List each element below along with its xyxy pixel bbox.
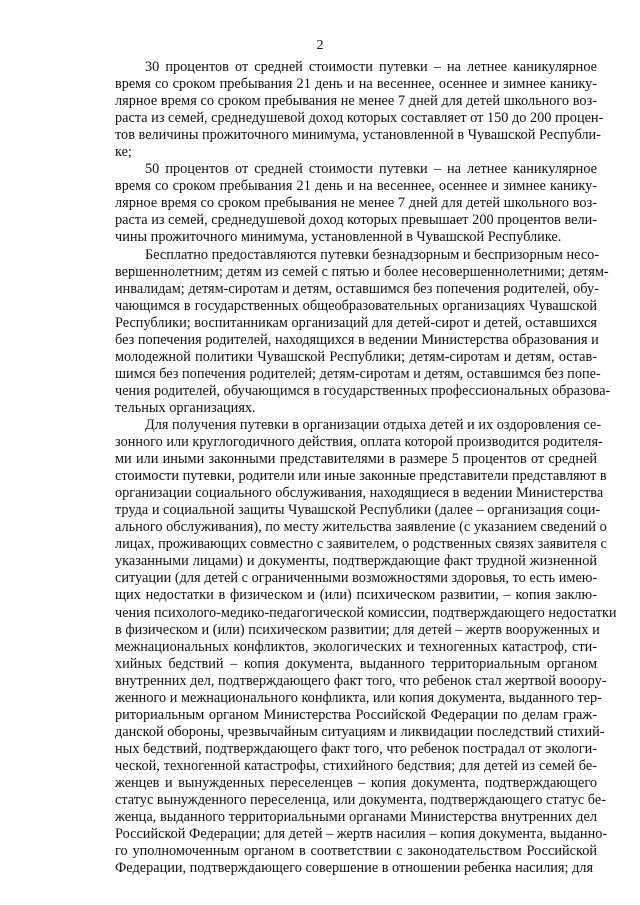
text-line: Республики; воспитанникам организаций для детей-сирот и детей, оставшихся [115,314,597,331]
text-line: Российской Федерации; для детей – жертв насилия – копия документа, выданно- [115,826,608,843]
text-line: женцев и вынужденных переселенцев – копия документа, подтверждающего [115,774,597,791]
text-line: без попечения родителей, находящихся в ведении Министерства образования и [115,331,599,348]
text-line: зонного или круглогодичного действия, оплата которой производится родителя- [115,434,603,451]
text-line: шимся без попечения родителей; детям-сиротам и детям, оставшимся без попе- [115,365,601,382]
text-line: ситуации (для детей с ограниченными возможностями здоровья, то есть имею- [115,570,598,587]
text-line: чения психолого-медико-педагогической комиссии, подтверждающего недостатки [115,604,617,621]
text-line: ми или иными законными представителями в размере 5 процентов от средней [115,451,597,468]
text-line: 50 процентов от средней стоимости путевки – на летнее каникулярное [145,161,597,178]
paragraph-free-vouchers [115,246,611,417]
text-line: в физическом и (или) психическом развитии; для детей – жертв вооруженных и [115,621,600,638]
paragraph-fee-50-percent [115,161,597,246]
text-line: внутренних дел, подтверждающего факт того, что ребенок стал жертвой вооору- [115,672,607,689]
text-line: тов величины прожиточного минимума, установленной в Чувашской Республи- [115,127,601,144]
text-line: лярное время со сроком пребывания не менее 7 дней для детей школьного воз- [115,93,597,110]
text-line: труда и социальной защиты Чувашской Республики (далее – организация соци- [115,502,601,519]
text-line: чающимся в государственных общеобразовательных организациях Чувашской [115,297,597,314]
text-line: раста из семей, среднедушевой доход которых превышает 200 процентов вели- [115,212,597,229]
text-line: тельных организациях. [115,399,256,416]
text-line: ческой, техногенной катастрофы, стихийного бедствия; для детей из семей бе- [115,757,597,774]
text-line: ке; [115,144,132,161]
text-line: Федерации, подтверждающего совершение в отношении ребенка насилия; для [115,860,594,877]
text-line: лярное время со сроком пребывания не менее 7 дней для детей школьного воз- [115,195,597,212]
text-line: данской обороны, чрезвычайным ситуациям и ликвидации последствий стихий- [115,723,605,740]
paragraph-fee-30-percent [115,59,604,161]
text-line: инвалидам; детям-сиротам и детям, оставшимся без попечения родителей, обу- [115,280,599,297]
text-line: го уполномоченным органом в соответствии с законодательством Российской [115,843,597,860]
text-line: межнациональных конфликтов, экологических и техногенных катастроф, сти- [115,638,597,655]
paragraph-voucher-application [115,416,617,877]
text-line: организации социального обслуживания, находящиеся в ведении Министерства [115,485,604,502]
text-line: время со сроком пребывания 21 день и на весеннее, осеннее и зимнее канику- [115,178,597,195]
text-line: Для получения путевки в организации отдыха детей и их оздоровления се- [145,416,602,433]
text-line: женного и межнационального конфликта, или копия документа, выданного тер- [115,689,602,706]
text-line: время со сроком пребывания 21 день и на весеннее, осеннее и зимнее канику- [115,76,597,93]
text-line: ального обслуживания), по месту жительства заявление (с указанием сведений о [115,519,607,536]
page-number: 2 [316,38,324,53]
text-line: 30 процентов от средней стоимости путевки – на летнее каникулярное [145,59,597,75]
text-line: риториальным органом Министерства Российской Федерации по делам граж- [115,706,597,723]
text-line: раста из семей, среднедушевой доход которых составляет от 150 до 200 процен- [115,110,604,127]
text-line: хийных бедствий – копия документа, выданного территориальным органом [115,655,597,672]
text-line: Бесплатно предоставляются путевки безнадзорным и беспризорным несо- [145,246,600,263]
text-line: женца, выданного территориальными органами Министерства внутренних дел [115,809,597,826]
text-line: статус вынужденного переселенца, или документа, подтверждающего статус бе- [115,792,607,809]
text-line: чения родителей, обучающимся в государственных профессиональных образова- [115,382,611,399]
text-line: молодежной политики Чувашской Республики; детям-сиротам и детям, остав- [115,348,597,365]
text-line: щих недостатки в физическом и (или) психическом развитии, – копия заклю- [115,587,597,604]
document-body [115,59,617,877]
text-line: ных бедствий, подтверждающего факт того, что ребенок пострадал от экологи- [115,740,598,757]
text-line: стоимости путевки, родители или иные законные представители представляют в [115,468,607,485]
text-line: чины прожиточного минимума, установленной в Чувашской Республике. [115,229,562,246]
text-line: указанными лицами) и документы, подтверждающие факт трудной жизненной [115,553,597,570]
text-line: вершеннолетним; детям из семей с пятью и более несовершеннолетними; детям- [115,263,609,280]
text-line: лицах, проживающих совместно с заявителем, о родственных связях заявителя с [115,536,607,553]
